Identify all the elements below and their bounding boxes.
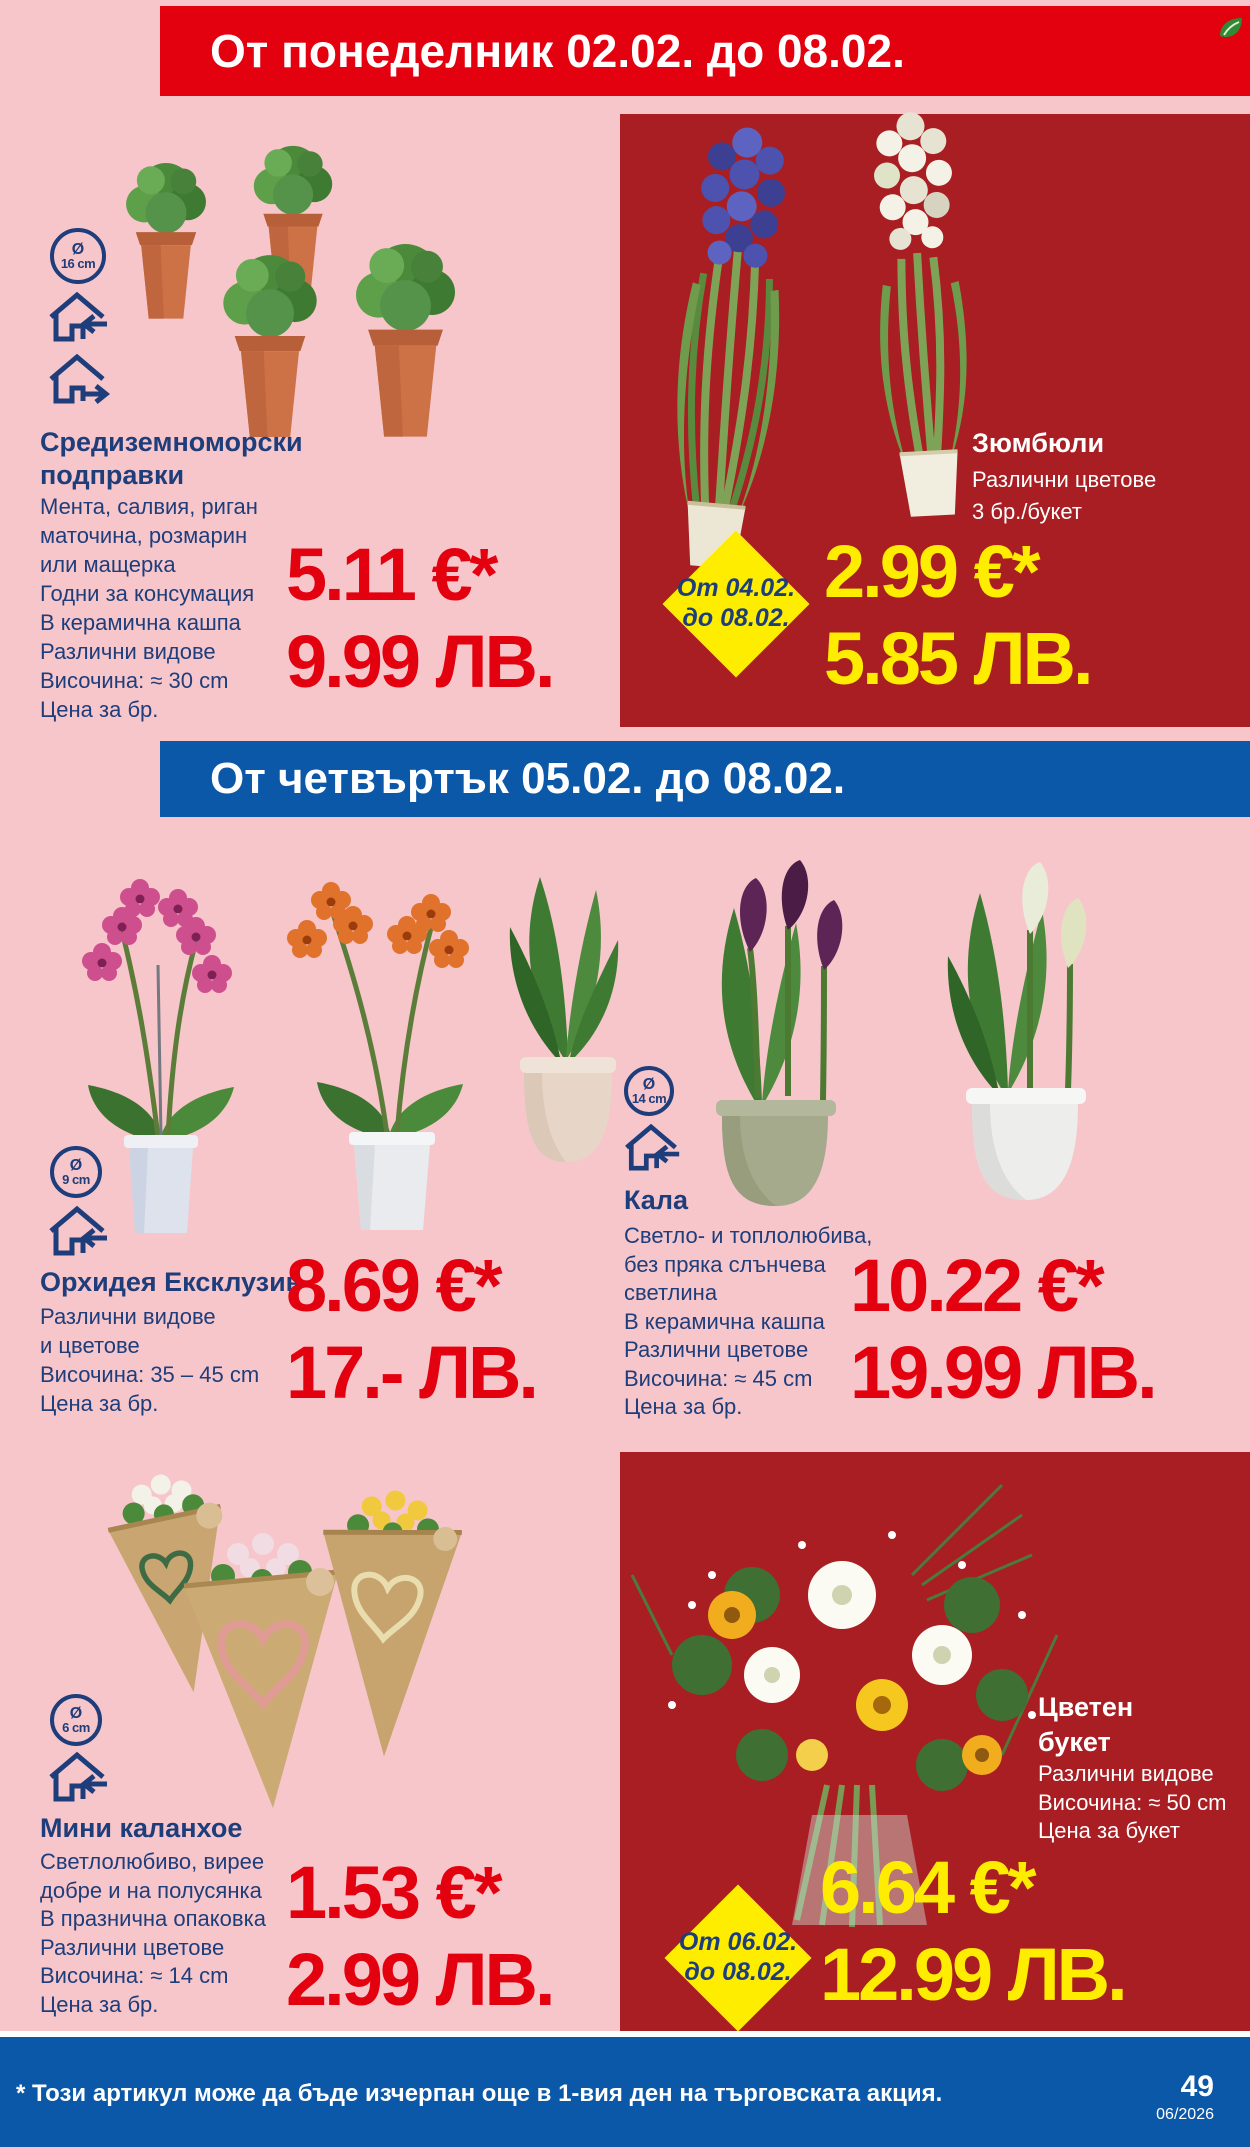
hyacinths-price-lv: 5.85 ЛВ. [824,617,1091,700]
calla-leafy-image [468,842,663,1167]
leaf-icon [1216,14,1246,44]
badge-date-to: до 08.02. [682,604,790,632]
herbs-price-eur: 5.11 €* [286,533,496,616]
bouquet-price-eur: 6.64 €* [820,1846,1034,1929]
badge-date-from: От 04.02. [676,574,796,602]
diameter-symbol: Ø [642,1075,656,1093]
herbs-price [286,531,553,705]
kalanchoe-description [40,1848,266,2019]
calla-price-lv: 19.99 ЛВ. [850,1331,1155,1414]
herbs-desc-line: Височина: ≈ 30 cm [40,668,229,693]
issue-number: 06/2026 [1156,2106,1214,2123]
outdoor-icon [44,350,110,408]
hyacinths-title: Зюмбюли [972,428,1105,458]
herbs-description [40,492,258,724]
pot-diameter-icon [624,1066,674,1116]
calla-desc-line: Цена за бр. [624,1394,743,1419]
indoor-icon [620,1120,682,1175]
calla-desc-line: Височина: ≈ 45 cm [624,1365,813,1391]
badge-date-from: От 06.02. [678,1928,798,1956]
banner-thursday [160,741,1250,817]
herbs-title-line1: Средиземноморски [40,427,303,457]
kalanchoe-price [286,1849,553,2023]
pot-diameter-value: 9 cm [62,1171,90,1187]
kalanchoe-desc-line: добре и на полусянка [40,1877,262,1903]
orchid-desc-line: Височина: 35 – 45 cm [40,1362,260,1387]
orchid-description [40,1302,259,1418]
herbs-price-lv: 9.99 ЛВ. [286,620,553,703]
herbs-desc-line: Годни за консумация [40,581,255,606]
herb-pot-image [328,228,483,442]
kalanchoe-cone-image [288,1467,483,1771]
calla-price [850,1242,1155,1416]
bouquet-title-line1: Цветен [1038,1692,1134,1722]
orchid-price [286,1242,536,1416]
hyacinths-desc-line: Различни цветове [972,467,1157,492]
date-badge-hyacinths-label [660,570,812,636]
orchid-price-lv: 17.- ЛВ. [286,1331,536,1414]
indoor-icon [44,1748,110,1806]
calla-desc-line: светлина [624,1280,718,1305]
hyacinths-price-eur: 2.99 €* [824,530,1038,613]
pot-diameter-icon [50,228,106,284]
diameter-symbol: Ø [69,1156,83,1174]
orchid-price-eur: 8.69 €* [286,1244,500,1327]
orchid-desc-line: и цветове [40,1333,140,1358]
kalanchoe-desc-line: Светлолюбиво, вирее [40,1849,265,1874]
page-number: 49 [1180,2070,1214,2103]
diameter-symbol: Ø [69,1704,83,1722]
orchid-title: Орхидея Ексклузив [40,1267,303,1297]
bouquet-description [1038,1760,1226,1846]
bouquet-title-line2: букет [1038,1727,1111,1757]
kalanchoe-price-lv: 2.99 ЛВ. [286,1938,553,2021]
herbs-desc-line: или мащерка [40,552,176,577]
date-badge-bouquet-label [662,1924,814,1990]
kalanchoe-title: Мини каланхое [40,1813,243,1843]
bouquet-desc-line: Различни видове [1038,1761,1214,1786]
pot-diameter-value: 6 cm [62,1719,90,1735]
calla-title: Кала [624,1185,688,1215]
diameter-symbol: Ø [71,240,85,258]
kalanchoe-desc-line: Височина: ≈ 14 cm [40,1963,229,1988]
banner-thursday-text: От четвъртък 05.02. до 08.02. [210,754,846,803]
calla-desc-line: Светло- и топлолюбива, [624,1223,873,1248]
herb-pot-image [190,240,350,442]
banner-monday [160,6,1250,96]
orchid-desc-line: Различни видове [40,1304,216,1329]
calla-description [624,1222,872,1422]
kalanchoe-desc-line: Цена за бр. [40,1991,159,2017]
kalanchoe-desc-line: Различни цветове [40,1934,225,1960]
kalanchoe-desc-line: В празнична опаковка [40,1906,266,1931]
calla-desc-line: Различни цветове [624,1337,809,1362]
herbs-desc-line: Различни видове [40,639,216,664]
herbs-desc-line: Цена за бр. [40,697,159,722]
calla-white-image [880,838,1140,1208]
calla-desc-line: В керамична кашпа [624,1308,825,1334]
orchid-orange-image [235,838,485,1235]
footnote: * Този артикул може да бъде изчерпан още в 1-вия ден на търговската акция. [16,2080,943,2107]
bouquet-title [1038,1690,1133,1760]
herbs-desc-line: Мента, салвия, риган [40,494,258,519]
pot-diameter-icon [50,1146,102,1198]
pot-diameter-value: 16 cm [60,255,96,271]
indoor-icon [44,288,110,346]
hyacinths-desc-line: 3 бр./букет [972,499,1082,524]
herbs-desc-line: маточина, розмарин [40,523,248,548]
bouquet-desc-line: Височина: ≈ 50 cm [1038,1789,1227,1815]
pot-diameter-value: 14 cm [631,1090,667,1106]
herbs-title [40,426,303,492]
bouquet-price [820,1844,1125,2018]
badge-date-to: до 08.02. [684,1958,792,1986]
kalanchoe-price-eur: 1.53 €* [286,1851,500,1934]
hyacinths-price [824,528,1091,702]
calla-desc-line: без пряка слънчева [624,1251,826,1277]
bouquet-price-lv: 12.99 ЛВ. [820,1933,1125,2016]
hyacinths-description [972,464,1156,528]
orchid-desc-line: Цена за бр. [40,1391,159,1416]
calla-price-eur: 10.22 €* [850,1244,1102,1327]
indoor-icon [44,1202,110,1260]
herbs-title-line2: подправки [40,460,185,490]
herbs-desc-line: В керамична кашпа [40,610,241,635]
banner-monday-text: От понеделник 02.02. до 08.02. [210,25,905,77]
pot-diameter-icon [50,1694,102,1746]
bouquet-desc-line: Цена за букет [1038,1818,1181,1843]
